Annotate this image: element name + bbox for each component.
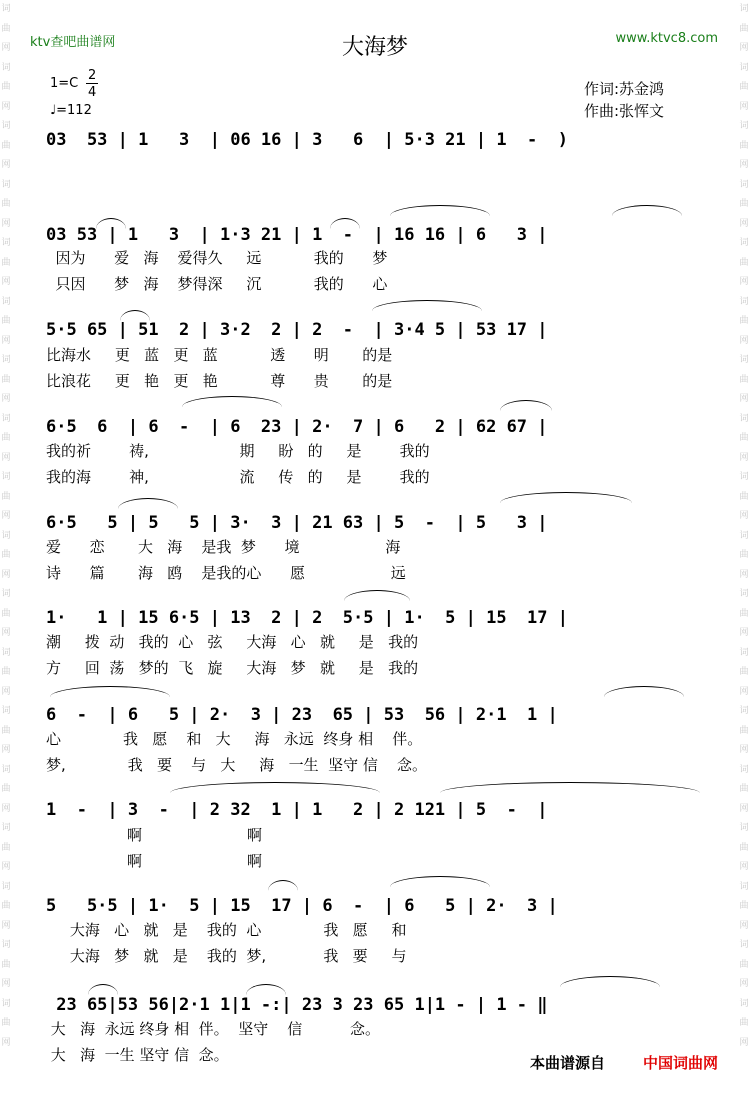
lyric-verse-1-line-2: 比海水 更 蓝 更 蓝 透 明 的是 <box>46 346 393 364</box>
staff-line-9: 23 65|53 56|2·1 1|1 -:| 23 3 23 65 1|1 - | 1 - ‖ <box>46 995 548 1015</box>
slur <box>500 492 632 503</box>
staff-line-7: 1 - | 3 - | 2 32 1 | 1 2 | 2 121 | 5 - | <box>46 800 548 820</box>
slur <box>372 300 482 311</box>
slur <box>440 782 700 793</box>
lyric-verse-1-line-6: 心 我 愿 和 大 海 永远 终身 相 伴。 <box>46 730 423 748</box>
staff-line-2: 5·5 65 | 51 2 | 3·2 2 | 2 - | 3·4 5 | 53 17 | <box>46 320 548 340</box>
staff-line-8: 5 5·5 | 1· 5 | 15 17 | 6 - | 6 5 | 2· 3 | <box>46 896 558 916</box>
staff-line-1: 03 53 | 1 3 | 1·3 21 | 1 - | 16 16 | 6 3 | <box>46 225 548 245</box>
slur <box>246 984 286 995</box>
staff-line-0: 03 53 | 1 3 | 06 16 | 3 6 | 5·3 21 | 1 - ) <box>46 130 568 150</box>
composer-credit: 作曲:张恽文 <box>584 102 665 120</box>
key-signature: 1=C <box>50 76 79 91</box>
slur <box>560 976 660 987</box>
lyric-verse-2-line-1: 只因 梦 海 梦得深 沉 我的 心 <box>46 275 388 293</box>
staff-line-6: 6 - | 6 5 | 2· 3 | 23 65 | 53 56 | 2·1 1 | <box>46 705 558 725</box>
lyric-verse-2-line-8: 大海 梦 就 是 我的 梦, 我 要 与 <box>46 947 407 965</box>
site-url-right[interactable]: www.ktvc8.com <box>615 31 718 46</box>
time-signature-numerator: 2 <box>88 68 97 83</box>
slur <box>344 590 410 601</box>
time-signature-line <box>86 83 98 84</box>
watermark-sidebar-left: 词 曲 网 词 曲 网 词 曲 网 词 曲 网 词 曲 网 词 曲 网 词 曲 网 词 曲 网 词 曲 网 词 曲 网 词 曲 网 词 曲 网 词 曲 网 词 曲 网 词 曲 网 词 曲 网 词 曲 网 词 曲 网 <box>1 4 11 1048</box>
lyric-verse-2-line-4: 诗 篇 海 鸥 是我的心 愿 远 <box>46 564 406 582</box>
song-title: 大海梦 <box>341 35 408 60</box>
lyric-verse-2-line-3: 我的海 神, 流 传 的 是 我的 <box>46 468 430 486</box>
slur <box>170 782 380 793</box>
slur <box>604 686 684 697</box>
slur <box>500 400 552 411</box>
lyricist-credit: 作词:苏金鸿 <box>584 80 665 98</box>
lyric-verse-1-line-7: 啊 啊 <box>46 826 262 844</box>
lyric-verse-1-line-8: 大海 心 就 是 我的 心 我 愿 和 <box>46 921 407 939</box>
slur <box>390 205 490 216</box>
lyric-verse-1-line-4: 爱 恋 大 海 是我 梦 境 海 <box>46 538 401 556</box>
lyric-verse-2-line-6: 梦, 我 要 与 大 海 一生 坚守 信 念。 <box>46 756 427 774</box>
lyric-verse-2-line-5: 方 回 荡 梦的 飞 旋 大海 梦 就 是 我的 <box>46 659 419 677</box>
slur <box>118 498 178 509</box>
lyric-verse-1-line-9: 大 海 永远 终身 相 伴。 坚守 信 念。 <box>46 1020 380 1038</box>
lyric-verse-1-line-1: 因为 爱 海 爱得久 远 我的 梦 <box>46 249 388 267</box>
site-name-left[interactable]: ktv查吧曲谱网 <box>30 35 116 50</box>
lyric-verse-2-line-7: 啊 啊 <box>46 852 262 870</box>
lyric-verse-2-line-2: 比浪花 更 艳 更 艳 尊 贵 的是 <box>46 372 393 390</box>
slur <box>182 396 282 407</box>
slur <box>268 880 298 891</box>
staff-line-4: 6·5 5 | 5 5 | 3· 3 | 21 63 | 5 - | 5 3 | <box>46 513 548 533</box>
footer-source-site-link[interactable]: 中国词曲网 <box>642 1054 718 1072</box>
tempo-marking: ♩=112 <box>50 103 92 118</box>
staff-line-3: 6·5 6 | 6 - | 6 23 | 2· 7 | 6 2 | 62 67 | <box>46 417 548 437</box>
lyric-verse-2-line-9: 大 海 一生 坚守 信 念。 <box>46 1046 229 1064</box>
time-signature-denominator: 4 <box>88 85 97 100</box>
footer-source-label: 本曲谱源自 <box>529 1054 605 1072</box>
lyric-verse-1-line-5: 潮 拨 动 我的 心 弦 大海 心 就 是 我的 <box>46 633 419 651</box>
slur <box>390 876 490 887</box>
slur <box>50 686 170 697</box>
staff-line-5: 1· 1 | 15 6·5 | 13 2 | 2 5·5 | 1· 5 | 15 17 | <box>46 608 568 628</box>
lyric-verse-1-line-3: 我的祈 祷, 期 盼 的 是 我的 <box>46 442 430 460</box>
slur <box>612 205 682 216</box>
watermark-sidebar-right: 词 曲 网 词 曲 网 词 曲 网 词 曲 网 词 曲 网 词 曲 网 词 曲 网 词 曲 网 词 曲 网 词 曲 网 词 曲 网 词 曲 网 词 曲 网 词 曲 网 词 曲 网 词 曲 网 词 曲 网 词 曲 网 <box>739 4 749 1048</box>
slur <box>88 984 118 995</box>
